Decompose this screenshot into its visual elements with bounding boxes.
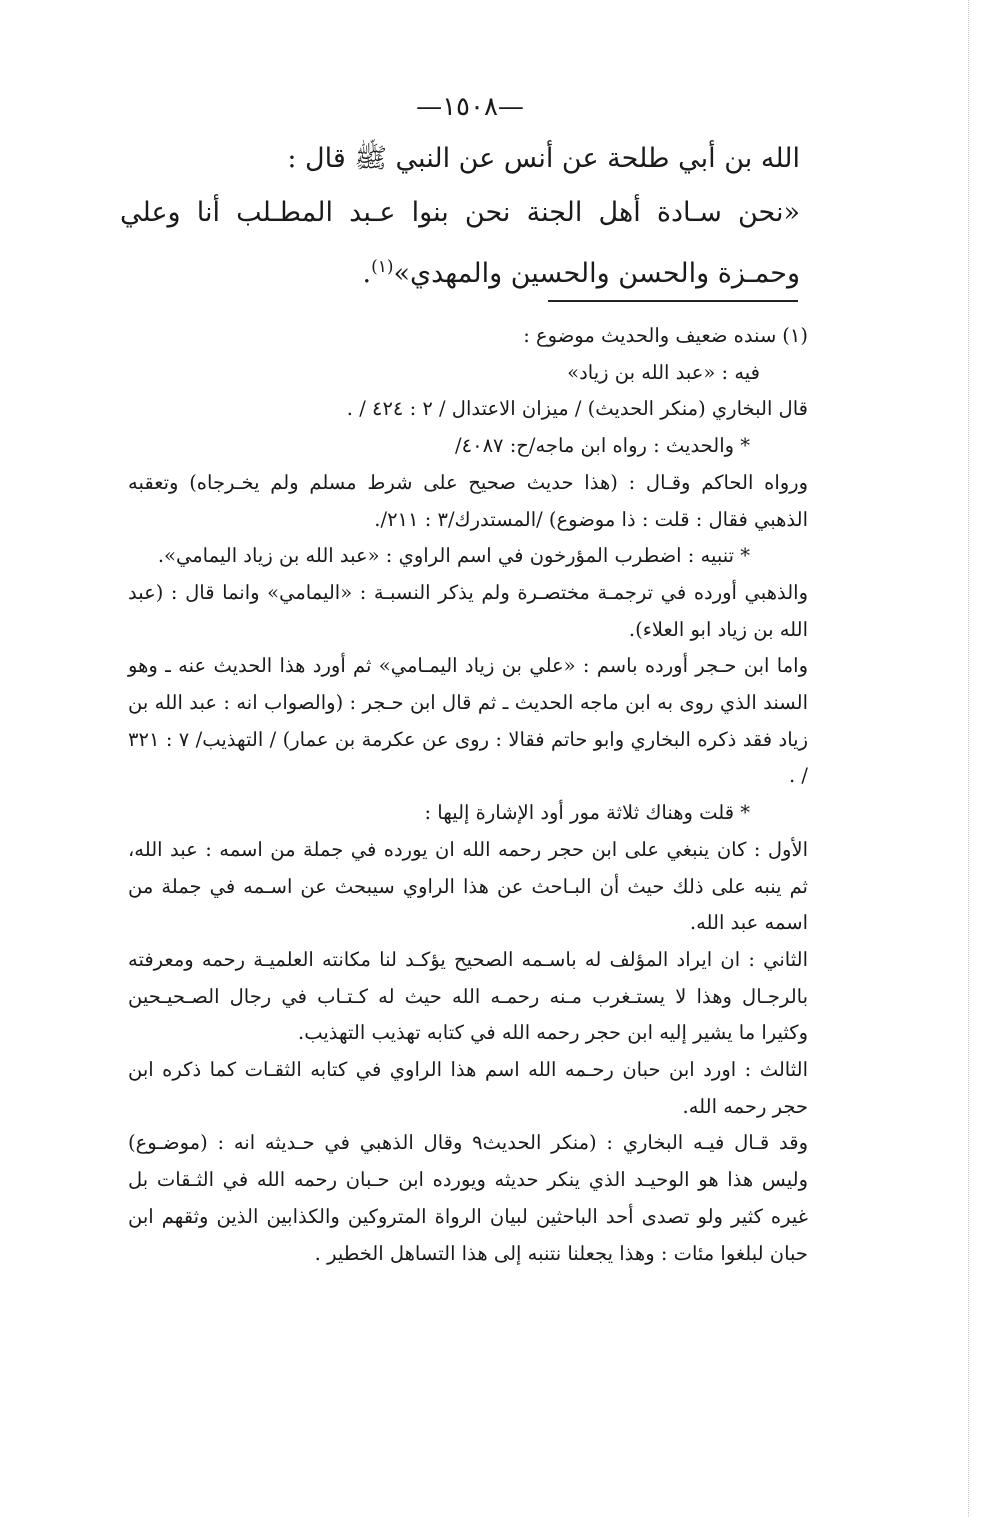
main-text (120, 132, 800, 301)
footnote-paragraph: الأول : كان ينبغي على ابن حجر رحمه الله ان يورده في جملة من اسمه : عبد الله، ثم ينبه على ذلك حيث أن البـاحث عن هذا الراوي سيبحث عن اسـمه في جملة من اسمه عبد الله. (128, 837, 808, 935)
footnote-paragraph: وقد قـال فيـه البخاري : (منكر الحديث٩ وقال الذهبي في حـديثه انه : (موضـوع) وليس هذا هو الوحيـد الذي ينكر حديثه ويورده ابن حـبان رحمه الله في الثـقات بل غيره كثير ولو تصدى أحد الباحثين لبيان الرواة المتروكين والكذابين الذين وثقهم ابن حبان لبلغوا مئات : وهذا يجعلنا نتنبه إلى هذا التساهل الخطير . (128, 1131, 808, 1265)
footnote-reference: (١) (371, 257, 394, 277)
footnote-paragraph: ورواه الحاكم وقـال : (هذا حديث صحيح على شرط مسلم ولم يخـرجاه) وتعقبه الذهبي فقال : قلت : ذا موضوع) /المستدرك/٣ : ٢١١/. (128, 470, 808, 531)
footnote-paragraph: الثالث : اورد ابن حبان رحـمه الله اسم هذا الراوي في كتابه الثقـات كما ذكره ابن حجر رحمه الله. (128, 1058, 808, 1118)
hadith-text (120, 186, 800, 301)
footnote-paragraph: * قلت وهناك ثلاثة مور أود الإشارة إليها : (424, 801, 750, 825)
footnote-paragraph: * والحديث : رواه ابن ماجه/ح: ٤٠٨٧/ (455, 434, 750, 458)
footnote-heading-line (128, 318, 808, 355)
main-line-1: الله بن أبي طلحة عن أنس عن النبي ﷺ قال : (287, 143, 800, 174)
hadith-quote: «نحن سـادة أهل الجنة نحن بنوا عـبد المطـلب أنا وعلي وحمـزة والحسن والحسين والمهدي» (120, 197, 800, 289)
footnote-marker: (١) (782, 324, 808, 347)
hadith-end: . (362, 258, 372, 289)
footnote-heading: سنده ضعيف والحديث موضوع : (523, 324, 777, 347)
footnote-paragraph: فيه : «عبد الله بن زياد» (567, 360, 760, 384)
footnote-paragraph: والذهبي أورده في ترجمـة مختصـرة ولم يذكر النسبـة : «اليمامي» وانما قال : (عبد الله بن زياد ابو العلاء). (128, 580, 808, 641)
scan-edge-line (967, 0, 969, 1517)
footnote-separator (548, 300, 798, 302)
footnotes (128, 318, 808, 1272)
page-number: —١٥٠٨— (416, 92, 524, 122)
footnote-paragraph: الثاني : ان ايراد المؤلف له باسـمه الصحيح يؤكـد لنا مكانته العلميـة رحمه ومعرفته بالرجـال وهذا لا يستـغرب مـنه رحمـه الله حيث له كـتـاب في رجال الصـحيـحين وكثيرا ما يشير إليه ابن حجر رحمه الله في كتابه تهذيب التهذيب. (128, 947, 808, 1045)
footnote-paragraph: واما ابن حـجر أورده باسم : «علي بن زياد اليمـامي» ثم أورد هذا الحديث عنه ـ وهو السند الذي روى به ابن ماجه الحديث ـ ثم قال ابن حـجر : (والصواب انه : عبد الله بن زياد فقد ذكره البخاري وابو حاتم فقالا : روى عن عكرمة بن عمار) / التهذيب/ ٧ : ٣٢١ / . (128, 654, 808, 788)
footnote-paragraph: قال البخاري (منكر الحديث) / ميزان الاعتدال / ٢ : ٤٢٤ / . (346, 397, 808, 421)
footnote-paragraph: * تنبيه : اضطرب المؤرخون في اسم الراوي : «عبد الله بن زياد اليمامي». (157, 544, 750, 568)
